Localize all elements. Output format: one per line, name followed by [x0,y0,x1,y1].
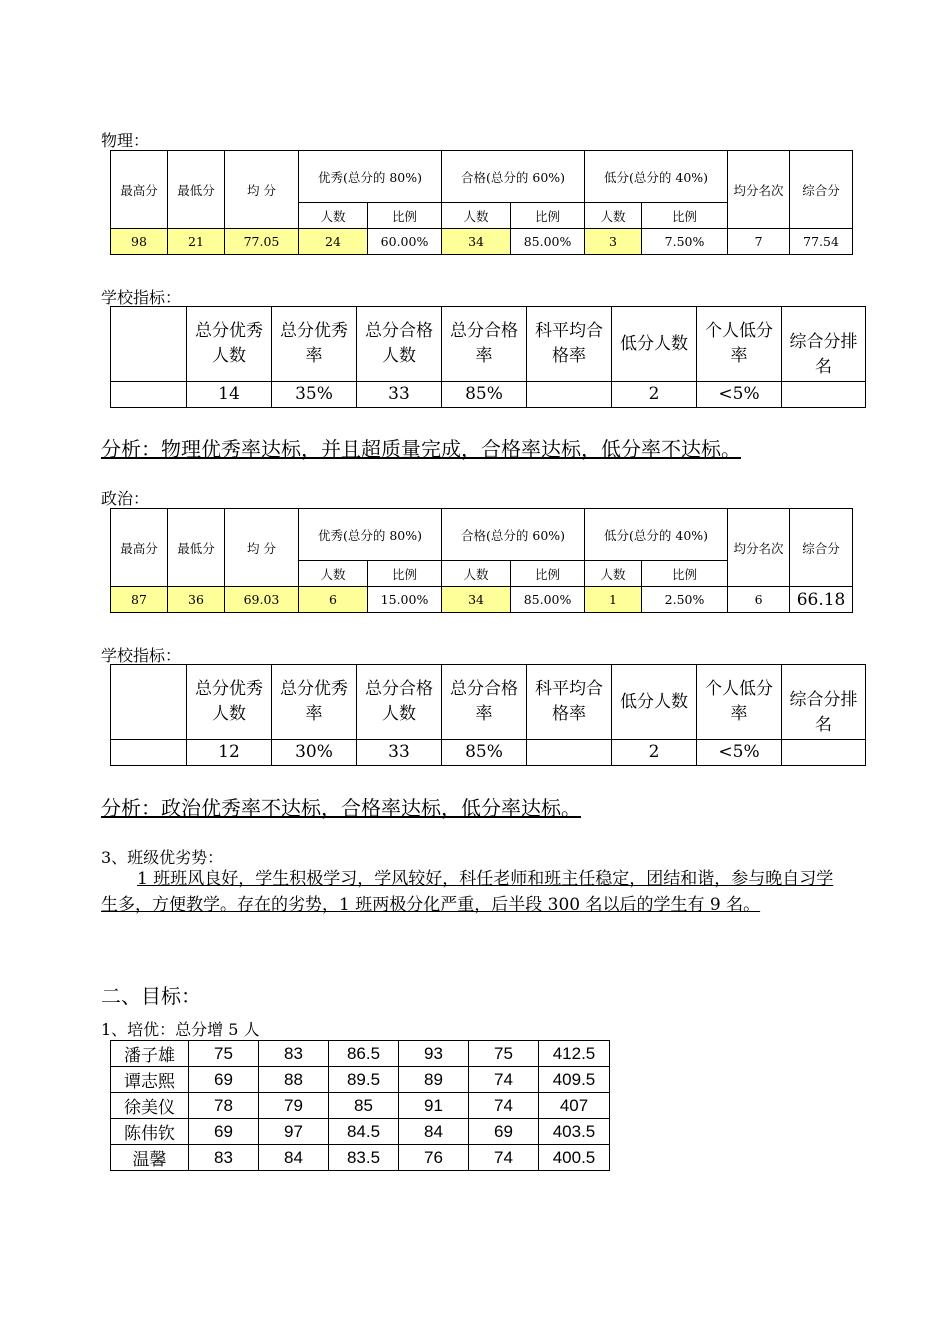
header-count: 人数 [299,561,368,587]
header-max: 最高分 [111,151,168,229]
value-low-ratio: 7.50% [642,229,728,255]
header-count: 人数 [299,203,368,229]
value-low-ratio: 2.50% [642,587,728,613]
student-name: 温馨 [111,1145,189,1171]
score-cell: 89 [399,1067,469,1093]
school-value: 33 [357,382,442,408]
header-count: 人数 [585,561,642,587]
header-ratio: 比例 [642,203,728,229]
score-cell: 400.5 [539,1145,610,1171]
value-avg: 69.03 [225,587,299,613]
table-row [111,1067,610,1093]
goals-table [110,1040,610,1171]
politics-school-title: 学校指标： [101,646,182,665]
score-cell: 97 [259,1119,329,1145]
school-header: 综合分排名 [782,307,866,382]
header-ratio: 比例 [368,203,442,229]
header-ratio: 比例 [368,561,442,587]
school-header: 科平均合格率 [527,665,612,740]
header-pass: 合格(总分的 60%) [442,151,585,203]
score-cell: 93 [399,1041,469,1067]
header-avg-rank: 均分名次 [728,509,790,587]
school-value: 14 [187,382,272,408]
score-cell: 75 [189,1041,259,1067]
value-avg: 77.05 [225,229,299,255]
header-max: 最高分 [111,509,168,587]
value-composite: 77.54 [790,229,853,255]
school-value: 30% [272,740,357,766]
score-cell: 79 [259,1093,329,1119]
value-pass-count: 34 [442,587,511,613]
score-cell: 84 [259,1145,329,1171]
school-value: <5% [697,740,782,766]
header-count: 人数 [442,561,511,587]
score-cell: 86.5 [329,1041,399,1067]
score-cell: 407 [539,1093,610,1119]
value-low-count: 3 [585,229,642,255]
student-name: 谭志熙 [111,1067,189,1093]
table-row [111,1093,610,1119]
school-value [527,740,612,766]
value-composite: 66.18 [790,587,853,613]
school-header: 个人低分率 [697,307,782,382]
score-cell: 412.5 [539,1041,610,1067]
value-low-count: 1 [585,587,642,613]
value-min: 36 [168,587,225,613]
header-min: 最低分 [168,509,225,587]
school-header: 综合分排名 [782,665,866,740]
school-value: 35% [272,382,357,408]
table-row [111,1145,610,1171]
score-cell: 89.5 [329,1067,399,1093]
table-row [111,1041,610,1067]
value-pass-ratio: 85.00% [511,587,585,613]
physics-score-table [110,150,853,255]
school-value: 33 [357,740,442,766]
value-max: 98 [111,229,168,255]
score-cell: 83.5 [329,1145,399,1171]
politics-score-table [110,508,853,613]
blank-cell [111,740,187,766]
score-cell: 75 [469,1041,539,1067]
school-header: 科平均合格率 [527,307,612,382]
score-cell: 84.5 [329,1119,399,1145]
school-header: 总分优秀率 [272,665,357,740]
score-cell: 403.5 [539,1119,610,1145]
politics-title: 政治： [101,489,150,508]
school-header: 总分合格率 [442,307,527,382]
header-count: 人数 [442,203,511,229]
score-cell: 78 [189,1093,259,1119]
header-count: 人数 [585,203,642,229]
class-section-paragraph: 1 班班风良好，学生积极学习，学风较好，科任老师和班主任稳定，团结和谐，参与晚自习学生多，方便教学。存在的劣势，1 班两极分化严重，后半段 300 名以后的学生有 9 名。 [101,869,834,915]
header-low: 低分(总分的 40%) [585,509,728,561]
blank-cell [111,665,187,740]
header-excellent: 优秀(总分的 80%) [299,509,442,561]
score-cell: 69 [189,1119,259,1145]
score-cell: 83 [259,1041,329,1067]
header-excellent: 优秀(总分的 80%) [299,151,442,203]
header-min: 最低分 [168,151,225,229]
value-exc-ratio: 15.00% [368,587,442,613]
student-name: 陈伟钦 [111,1119,189,1145]
school-value: 2 [612,382,697,408]
header-avg: 均 分 [225,151,299,229]
school-header: 个人低分率 [697,665,782,740]
school-header: 总分合格人数 [357,307,442,382]
school-value: 12 [187,740,272,766]
score-cell: 74 [469,1093,539,1119]
value-max: 87 [111,587,168,613]
score-cell: 88 [259,1067,329,1093]
score-cell: 74 [469,1067,539,1093]
score-cell: 74 [469,1145,539,1171]
header-avg-rank: 均分名次 [728,151,790,229]
physics-school-title: 学校指标： [101,288,182,307]
blank-cell [111,307,187,382]
physics-analysis: 分析：物理优秀率达标，并且超质量完成，合格率达标，低分率不达标。 [101,437,741,461]
header-ratio: 比例 [642,561,728,587]
score-cell: 69 [469,1119,539,1145]
school-header: 总分合格人数 [357,665,442,740]
value-exc-count: 6 [299,587,368,613]
value-min: 21 [168,229,225,255]
header-composite: 综合分 [790,509,853,587]
blank-cell [111,382,187,408]
school-header: 总分合格率 [442,665,527,740]
score-cell: 91 [399,1093,469,1119]
school-value: 85% [442,382,527,408]
school-value [782,382,866,408]
school-header: 总分优秀人数 [187,665,272,740]
student-name: 徐美仪 [111,1093,189,1119]
student-name: 潘子雄 [111,1041,189,1067]
school-value [782,740,866,766]
school-header: 低分人数 [612,307,697,382]
table-row [111,1119,610,1145]
class-section-heading: 3、班级优劣势： [101,848,224,867]
school-value: 85% [442,740,527,766]
politics-analysis: 分析：政治优秀率不达标，合格率达标，低分率达标。 [101,796,581,820]
value-pass-count: 34 [442,229,511,255]
score-cell: 84 [399,1119,469,1145]
header-avg: 均 分 [225,509,299,587]
school-value: <5% [697,382,782,408]
physics-school-table [110,306,866,408]
school-header: 总分优秀率 [272,307,357,382]
score-cell: 85 [329,1093,399,1119]
value-exc-count: 24 [299,229,368,255]
school-header: 总分优秀人数 [187,307,272,382]
goals-subheading: 1、培优：总分增 5 人 [101,1020,260,1039]
value-avg-rank: 7 [728,229,790,255]
school-header: 低分人数 [612,665,697,740]
header-ratio: 比例 [511,561,585,587]
header-low: 低分(总分的 40%) [585,151,728,203]
goals-heading: 二、目标： [101,984,201,1008]
header-composite: 综合分 [790,151,853,229]
score-cell: 69 [189,1067,259,1093]
score-cell: 409.5 [539,1067,610,1093]
score-cell: 83 [189,1145,259,1171]
value-exc-ratio: 60.00% [368,229,442,255]
value-pass-ratio: 85.00% [511,229,585,255]
score-cell: 76 [399,1145,469,1171]
value-avg-rank: 6 [728,587,790,613]
school-value: 2 [612,740,697,766]
physics-title: 物理： [101,131,150,150]
school-value [527,382,612,408]
header-ratio: 比例 [511,203,585,229]
header-pass: 合格(总分的 60%) [442,509,585,561]
politics-school-table [110,664,866,766]
